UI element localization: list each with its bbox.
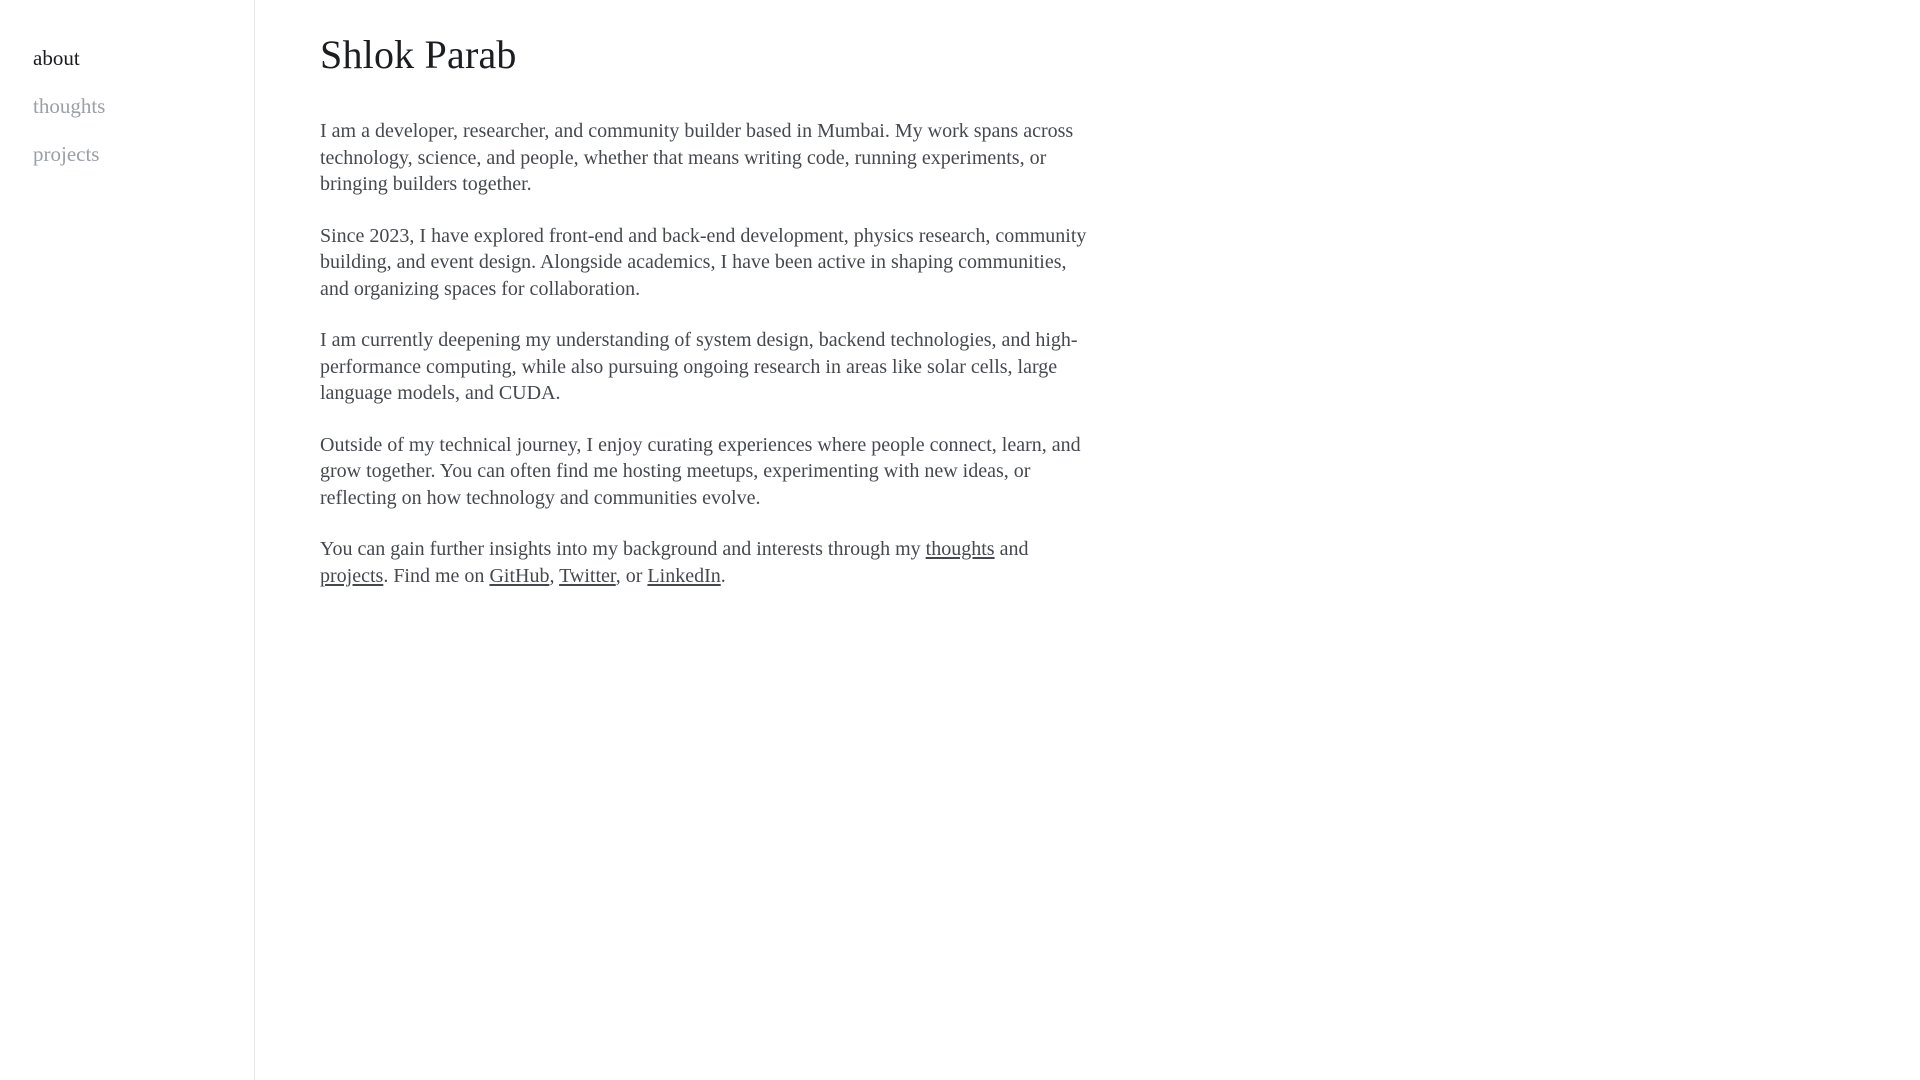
closing-text-comma: ,: [549, 564, 560, 587]
bio-paragraph-3: I am currently deepening my understanding of system design, backend technologies, and high-performance computing, while also pursuing ongoing research in areas like solar cells, large language models, and CUDA.: [320, 329, 1078, 404]
sidebar-item-thoughts[interactable]: thoughts: [33, 94, 106, 118]
sidebar-item-about[interactable]: about: [33, 46, 80, 70]
linkedin-link[interactable]: LinkedIn: [647, 564, 721, 587]
sidebar: [0, 0, 255, 1080]
closing-text-intro: You can gain further insights into my background and interests through my: [320, 538, 926, 560]
twitter-link[interactable]: Twitter: [559, 564, 616, 587]
closing-paragraph: [320, 536, 1098, 589]
page-title: Shlok Parab: [320, 32, 517, 77]
bio-paragraph-1: I am a developer, researcher, and community builder based in Mumbai. My work spans across technology, science, and people, whether that means writing code, running experiments, or bringing builders together.: [320, 120, 1074, 195]
closing-text-or: , or: [615, 564, 648, 587]
projects-link[interactable]: projects: [320, 564, 384, 587]
sidebar-nav: [33, 46, 254, 166]
main-content: [256, 0, 1920, 654]
closing-text-find-me: . Find me on: [383, 564, 490, 587]
bio-paragraph-4: Outside of my technical journey, I enjoy curating experiences where people connect, learn, and grow together. You can often find me hosting meetups, experimenting with new ideas, or reflecting on how technology and communities evolve.: [320, 433, 1081, 509]
sidebar-item-projects[interactable]: projects: [33, 142, 100, 166]
bio-paragraph-2: Since 2023, I have explored front-end and back-end development, physics research, community building, and event design. Alongside academics, I have been active in shaping communities, and organizing spaces for collaboration.: [320, 224, 1087, 300]
thoughts-link[interactable]: thoughts: [925, 538, 995, 560]
about-content: [320, 30, 1098, 589]
github-link[interactable]: GitHub: [489, 564, 550, 587]
closing-text-and: and: [994, 538, 1029, 560]
closing-text-period: .: [720, 564, 726, 587]
